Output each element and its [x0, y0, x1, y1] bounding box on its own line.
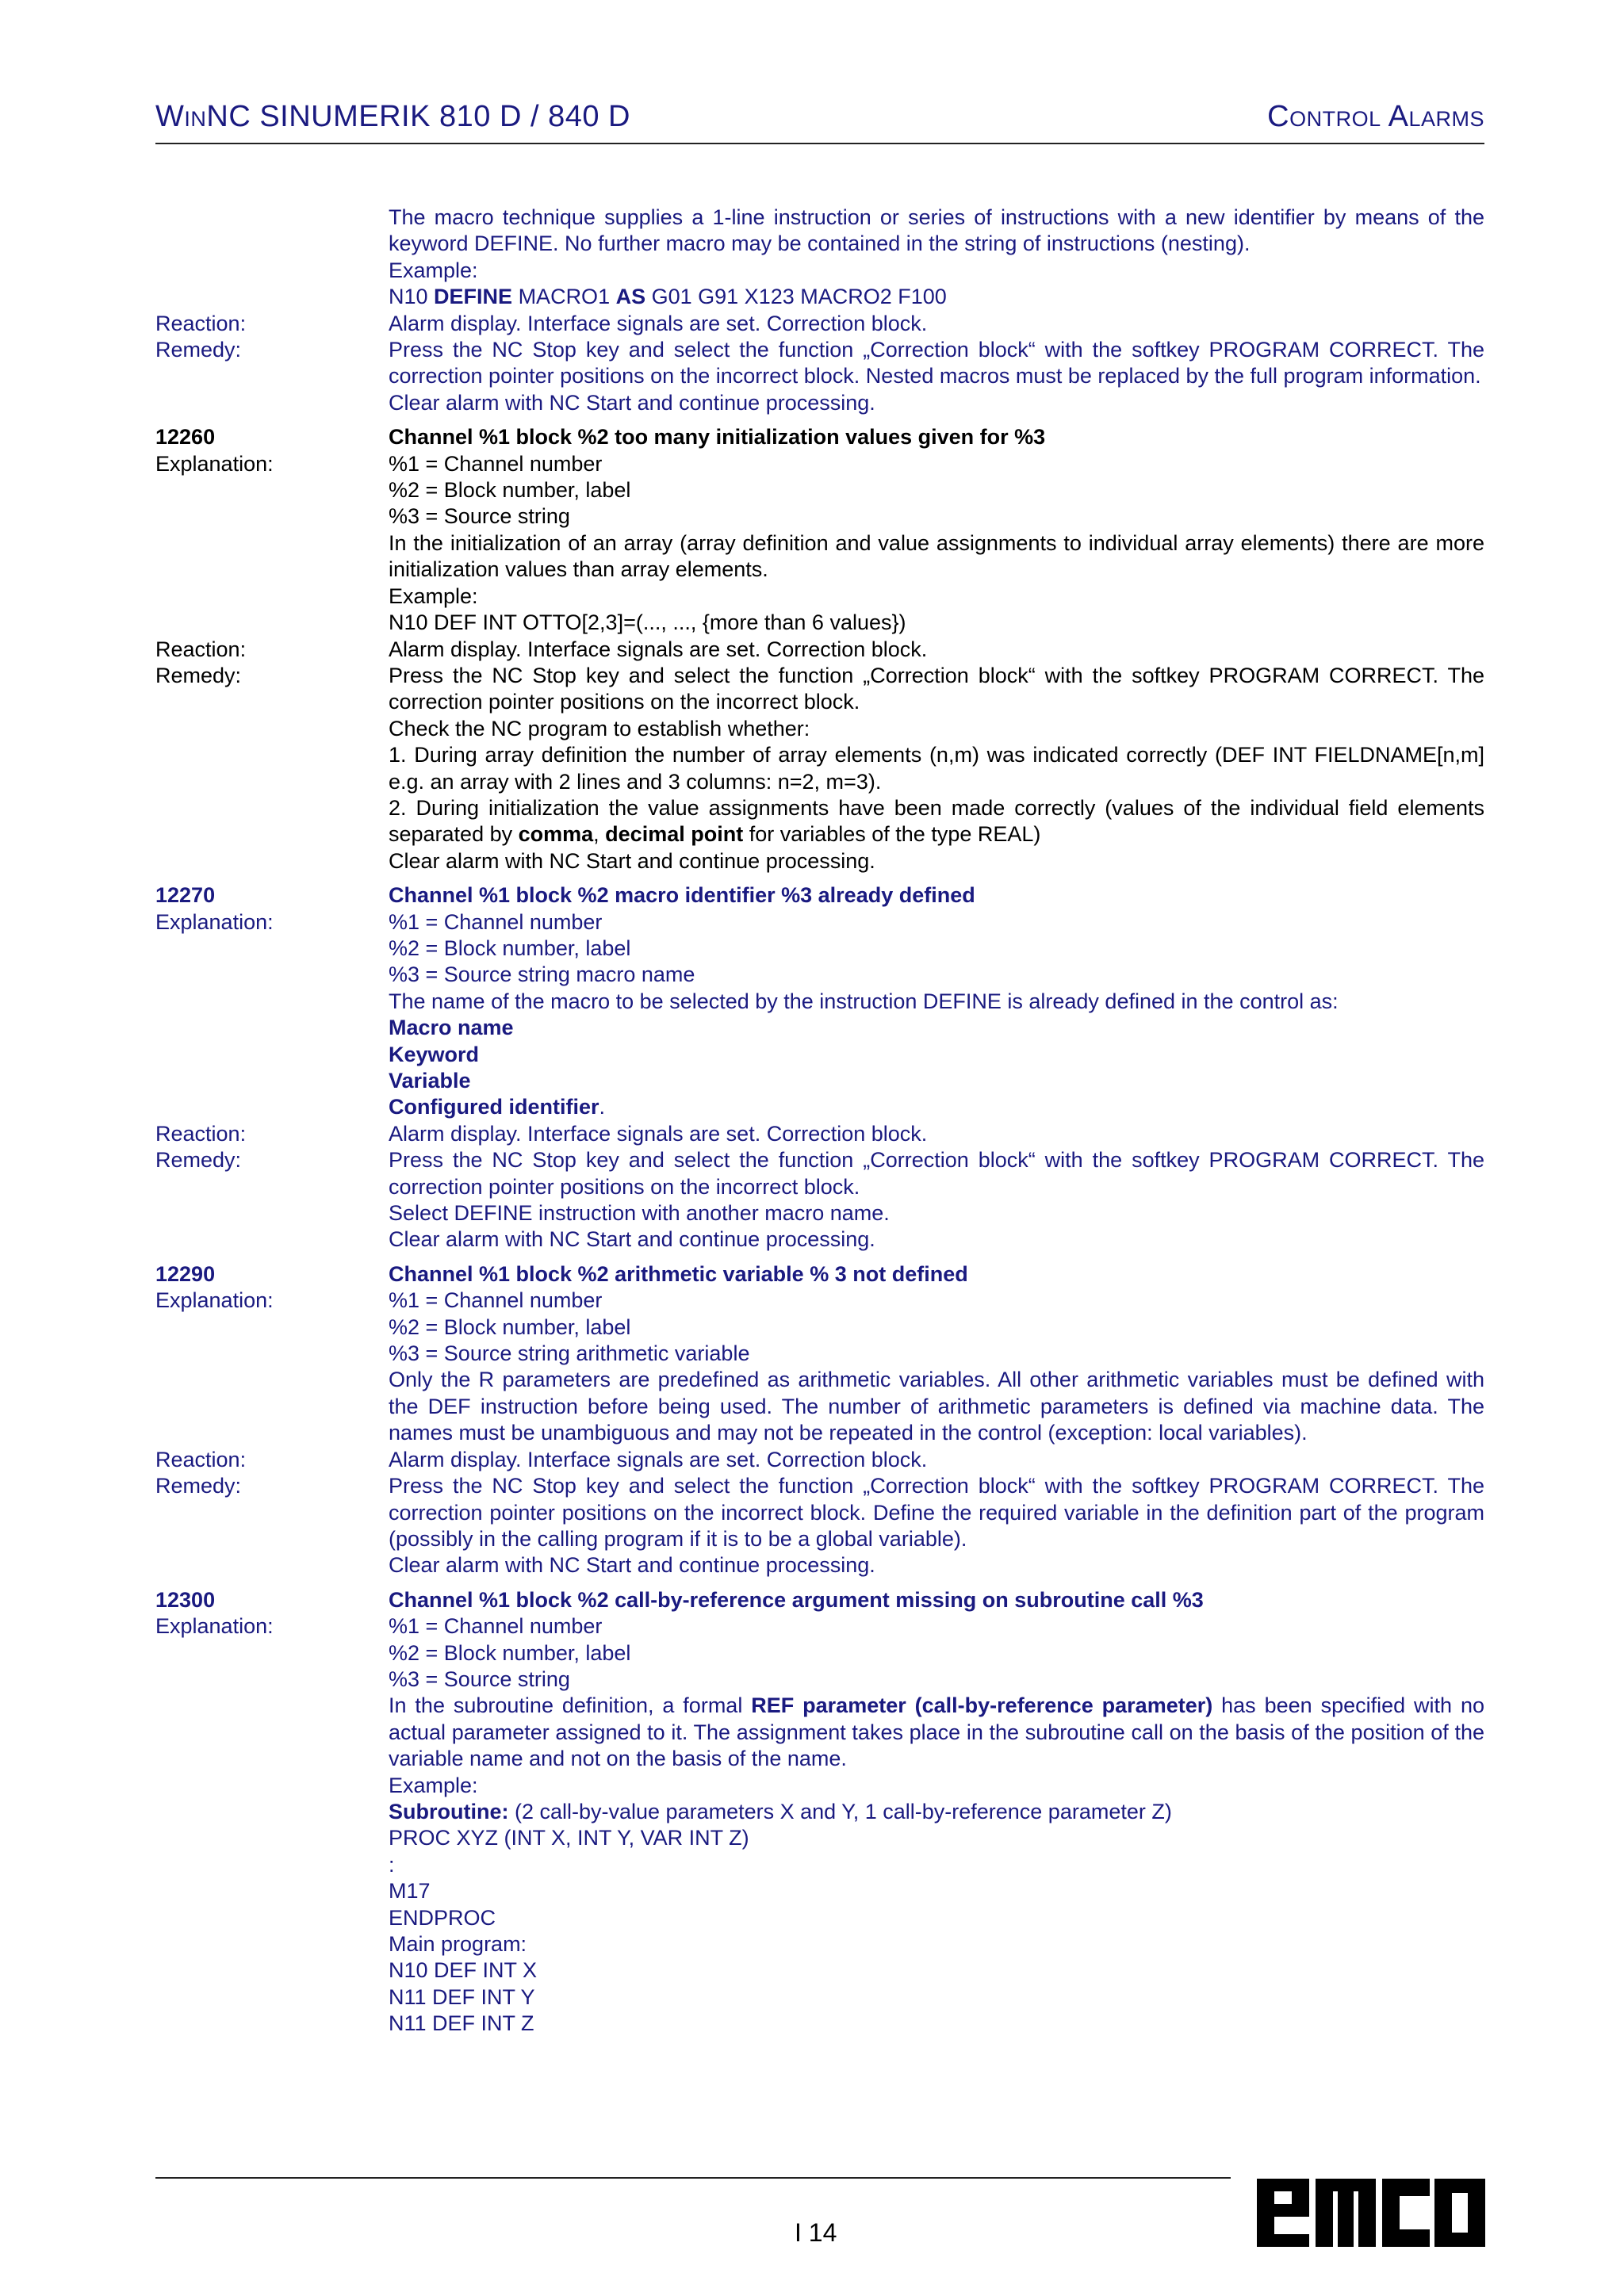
alarm-title: Channel %1 block %2 call-by-reference argument missing on subroutine call %3	[389, 1587, 1204, 1612]
alarm-list: The macro technique supplies a 1-line instruction or series of instructions with a new identifier by means of the keyword DEFINE. No further macro may be contained in the string of instructions (nesting). Example: N10 DEFINE MACRO1 AS G01 G91 X123 MACRO2 F100 Reaction: Alarm display. Interface signals are set. Correction block. Remedy: Press the NC Stop key and select the function „Correction block“ with the softkey PROGRAM CORRECT. The correction pointer positions on the incorrect block. Nested macros must be replaced by the full program information. Clear alarm with NC Start and continue processing. 12260 Channel %1 block %2 too many initialization values given for %3 Explanation: %1 = Channel number %2 = Block number, label %3 = Source string In the initialization of an array (array definition and value assignments to individual array elements) there are more initialization values than array elements. Example: N10 DEF INT OTTO[2,3]=(..., ..., {more than 6 values}) Reaction: Alarm display. Interface signals are set. Correction block. Remedy: Press the NC Stop key and select the function „Correction block“ with the softkey PROGRAM CORRECT. The correction pointer positions on the incorrect block. Check the NC program to establish whether: 1. During array definition the number of array elements (n,m) was indicated correctly (DEF INT FIELDNAME[n,m] e.g. an array with 2 lines and 3 columns: n=2, m=3). 2. During initialization the value assignments have been made correctly (values of the individual field elements separated by comma, decimal point for variables of the type REAL) Clear alarm with NC Start and continue processing. 12270 Channel %1 block %2 macro identifier %3 already defined Explanation: %1 = Channel number %2 = Block number, label %3 = Source string macro name The name of the macro to be selected by the instruction DEFINE is already defined in the control as: Macro name Keyword Variable Configured identifier. Reaction: Alarm display. Interface signals are set. Correction block. Remedy: Press the NC Stop key and select the function „Correction block“ with the softkey PROGRAM CORRECT. The correction pointer positions on the incorrect block. Select DEFINE instruction with another macro name. Clear alarm with NC Start and continue processing. 12290 Channel %1 block %2 arithmetic variable % 3 not defined Explanation: %1 = Channel number %2 = Block number, label %3 = Source string arithmetic variable Only the R parameters are predefined as arithmetic variables. All other arithmetic variables must be defined with the DEF instruction before being used. The number of arithmetic parameters is defined via machine data. The names must be unambiguous and may not be repeated in the control (exception: local variables). Reaction: Alarm display. Interface signals are set. Correction block. Remedy: Press the NC Stop key and select the function „Correction block“ with the softkey PROGRAM CORRECT. The correction pointer positions on the incorrect block. Define the required variable in the definition part of the program (possibly in the calling program if it is to be a global variable). Clear alarm with NC Start and continue processing. 12300 Channel %1 block %2 call-by-reference argument missing on subroutine call %3 Explanation: %1 = Channel number %2 = Block number, label %3 = Source string In the subroutine definition, a formal REF parameter (call-by-reference parameter) has been specified with no actual parameter assigned to it. The assignment takes place in the subroutine call on the basis of the position of the variable name and not on the basis of the name. Example: Subroutine: (2 call-by-value parameters X and Y, 1 call-by-reference parameter Z) PROC XYZ (INT X, INT Y, VAR INT Z) : M17 ENDPROC Main program: N10 DEF INT X N11 DEF INT Y N11 DEF INT Z	[155, 205, 1484, 2038]
page-number: I 14	[795, 2218, 837, 2247]
document-title: WINNC SINUMERIK 810 D / 840 D	[155, 100, 630, 133]
footer-rule	[155, 2177, 1231, 2179]
intro-code: N10 DEFINE MACRO1 AS G01 G91 X123 MACRO2 F100	[389, 285, 947, 309]
alarm-title: Channel %1 block %2 too many initialization values given for %3	[389, 425, 1046, 450]
intro-remedy: Remedy: Press the NC Stop key and select the function „Correction block“ with the softkey PROGRAM CORRECT. The correction pointer positions on the incorrect block. Nested macros must be replaced by the full program information.	[155, 338, 1484, 388]
alarm-12290: 12290 Channel %1 block %2 arithmetic variable % 3 not defined Explanation: %1 = Channel number %2 = Block number, label %3 = Source string arithmetic variable Only the R parameters are predefined as arithmetic variables. All other arithmetic variables must be defined with the DEF instruction before being used. The number of arithmetic parameters is defined via machine data. The names must be unambiguous and may not be repeated in the control (exception: local variables). Reaction: Alarm display. Interface signals are set. Correction block. Remedy: Press the NC Stop key and select the function „Correction block“ with the softkey PROGRAM CORRECT. The correction pointer positions on the incorrect block. Define the required variable in the definition part of the program (possibly in the calling program if it is to be a global variable). Clear alarm with NC Start and continue processing.	[155, 1261, 1484, 1578]
section-title: CONTROL ALARMS	[1267, 100, 1484, 133]
alarm-12300: 12300 Channel %1 block %2 call-by-reference argument missing on subroutine call %3 Explanation: %1 = Channel number %2 = Block number, label %3 = Source string In the subroutine definition, a formal REF parameter (call-by-reference parameter) has been specified with no actual parameter assigned to it. The assignment takes place in the subroutine call on the basis of the position of the variable name and not on the basis of the name. Example: Subroutine: (2 call-by-value parameters X and Y, 1 call-by-reference parameter Z) PROC XYZ (INT X, INT Y, VAR INT Z) : M17 ENDPROC Main program: N10 DEF INT X N11 DEF INT Y N11 DEF INT Z	[155, 1587, 1485, 2036]
page-header	[155, 94, 1484, 144]
alarm-number: 12270	[155, 883, 216, 908]
alarm-title: Channel %1 block %2 macro identifier %3 already defined	[389, 883, 975, 908]
alarm-title: Channel %1 block %2 arithmetic variable % 3 not defined	[389, 1261, 968, 1286]
alarm-12260: 12260 Channel %1 block %2 too many initialization values given for %3 Explanation: %1 = Channel number %2 = Block number, label %3 = Source string In the initialization of an array (array definition and value assignments to individual array elements) there are more initialization values than array elements. Example: N10 DEF INT OTTO[2,3]=(..., ..., {more than 6 values}) Reaction: Alarm display. Interface signals are set. Correction block. Remedy: Press the NC Stop key and select the function „Correction block“ with the softkey PROGRAM CORRECT. The correction pointer positions on the incorrect block. Check the NC program to establish whether: 1. During array definition the number of array elements (n,m) was indicated correctly (DEF INT FIELDNAME[n,m] e.g. an array with 2 lines and 3 columns: n=2, m=3). 2. During initialization the value assignments have been made correctly (values of the individual field elements separated by comma, decimal point for variables of the type REAL) Clear alarm with NC Start and continue processing.	[155, 425, 1484, 873]
intro-text: The macro technique supplies a 1-line instruction or series of instructions with a new identifier by means of the keyword DEFINE. No further macro may be contained in the string of instructions (nesting).	[389, 205, 1484, 256]
alarm-number: 12300	[155, 1587, 216, 1612]
alarm-number: 12290	[155, 1261, 216, 1286]
alarm-number: 12260	[155, 425, 216, 450]
alarm-12270: 12270 Channel %1 block %2 macro identifier %3 already defined Explanation: %1 = Channel number %2 = Block number, label %3 = Source string macro name The name of the macro to be selected by the instruction DEFINE is already defined in the control as: Macro name Keyword Variable Configured identifier. Reaction: Alarm display. Interface signals are set. Correction block. Remedy: Press the NC Stop key and select the function „Correction block“ with the softkey PROGRAM CORRECT. The correction pointer positions on the incorrect block. Select DEFINE instruction with another macro name. Clear alarm with NC Start and continue processing.	[155, 883, 1484, 1252]
intro-reaction: Reaction: Alarm display. Interface signals are set. Correction block.	[155, 311, 928, 335]
emco-logo	[1257, 2172, 1485, 2252]
